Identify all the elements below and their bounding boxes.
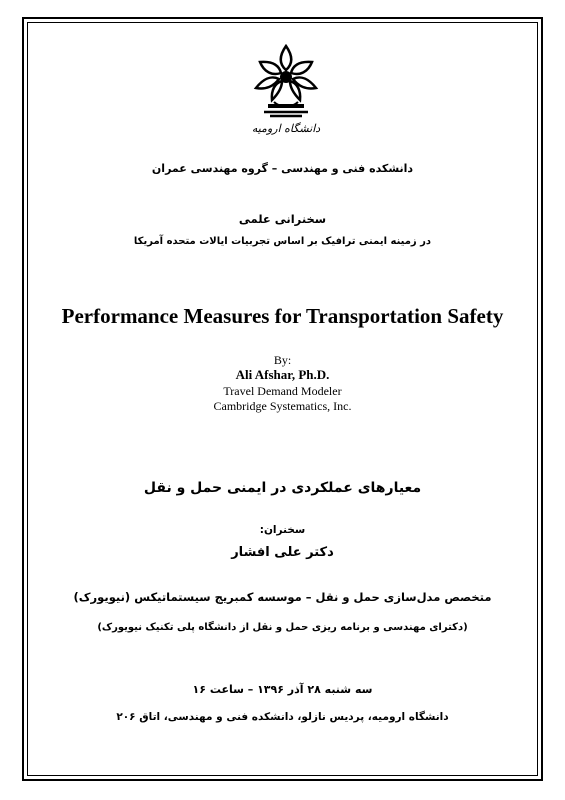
faculty-line: دانشکده فنی و مهندسی – گروه مهندسی عمران	[151, 162, 414, 175]
english-title: Performance Measures for Transportation Safety	[61, 304, 504, 328]
lecture-label: سخنرانی علمی	[238, 212, 327, 226]
lecture-topic: در زمینه ایمنی ترافیک بر اساس تجربیات ایالات متحده آمریکا	[133, 236, 432, 247]
english-speaker: Ali Afshar, Ph.D.	[235, 367, 330, 382]
by-label: By:	[273, 353, 292, 367]
speaker-role: متخصص مدل‌سازی حمل و نقل – موسسه کمبریج سیستماتیکس (نیویورک)	[73, 590, 492, 604]
event-datetime: سه شنبه ۲۸ آذر ۱۳۹۶ – ساعت ۱۶	[192, 683, 373, 696]
event-location: دانشگاه ارومیه، پردیس نازلو، دانشکده فنی و مهندسی، اتاق ۲۰۶	[116, 711, 449, 723]
persian-title: معیارهای عملکردی در ایمنی حمل و نقل	[143, 480, 422, 496]
university-name-caption: دانشگاه ارومیه	[251, 122, 321, 135]
speaker-degree: (دکترای مهندسی و برنامه ریزی حمل و نقل از دانشگاه پلی تکنیک نیویورک)	[97, 622, 468, 633]
english-company: Cambridge Systematics, Inc.	[213, 399, 352, 413]
university-logo	[248, 42, 324, 142]
university-flower-emblem-icon	[248, 42, 324, 120]
speaker-label: سخنران:	[259, 524, 306, 536]
english-position: Travel Demand Modeler	[223, 384, 342, 398]
speaker-name: دکتر علی افشار	[231, 545, 334, 560]
